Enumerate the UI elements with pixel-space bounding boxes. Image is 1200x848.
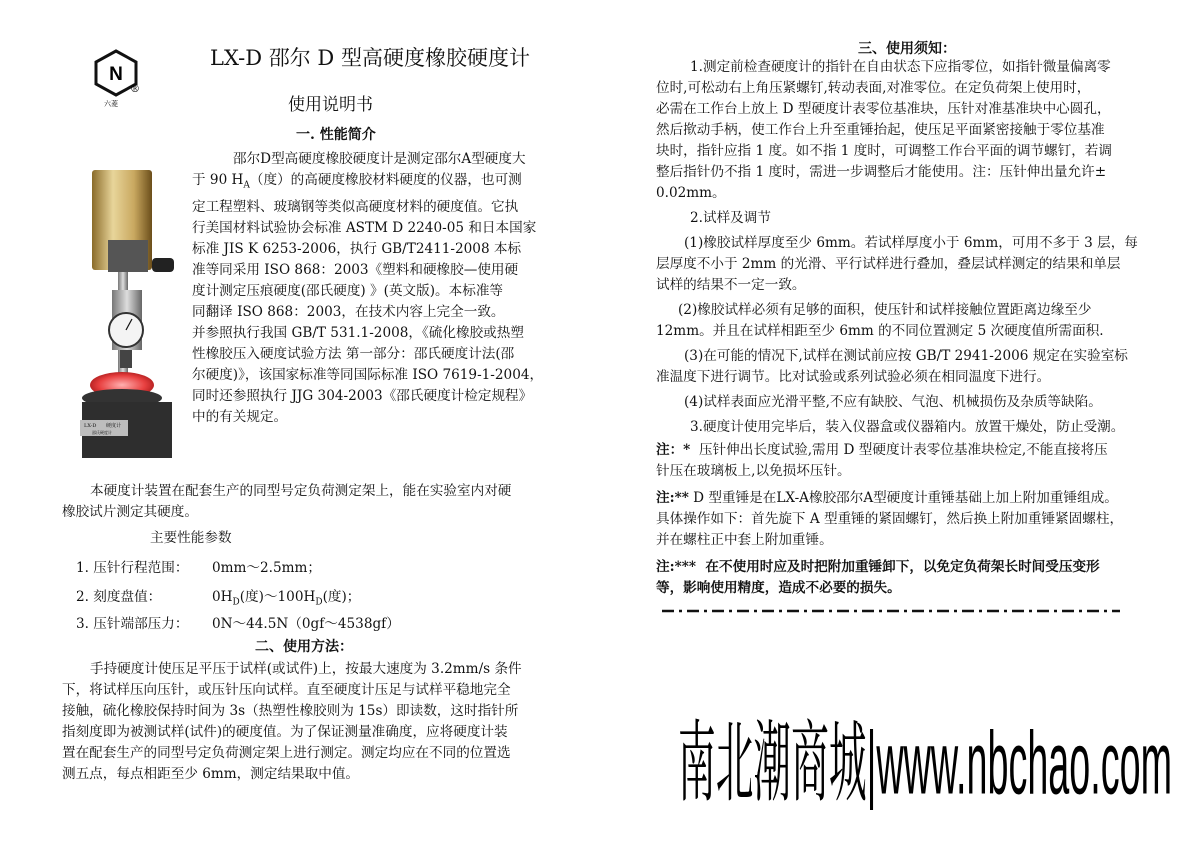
s1-line: 于 90 $H_A$（度）的高硬度橡胶材料硬度的仪器，也可测 <box>192 172 522 191</box>
s1-line: 尔硬度)》，该国家标准等同国际标准 ISO 7619-1-2004， <box>192 366 544 383</box>
s3-line: (1)橡胶试样厚度至少 6mm。若试样厚度小于 6mm，可用不多于 3 层，每 <box>684 235 1138 251</box>
s1-line: 标准 JIS K 6253-2006，执行 GB/T2411-2008 本标 <box>192 240 522 257</box>
photo-label-b: 硬度计 <box>106 423 122 429</box>
s3-line: (2)橡胶试样必须有足够的面积，使压针和试样接触位置距离边缘至少 <box>678 302 1092 318</box>
brand-logo <box>90 48 142 108</box>
watermark-text: 南北潮商城|www.nbchao.com <box>678 714 1172 810</box>
logo-letter: N <box>109 64 123 85</box>
hardness-tester-photo <box>72 170 180 462</box>
s1-line: 准等同采用 ISO 868：2003《塑料和硬橡胶—使用硬 <box>192 261 519 278</box>
s3-line: 位时,可松动右上角压紧螺钉,转动表面,对准零位。在定负荷架上使用时， <box>656 80 1091 96</box>
s3-subheading: 2.试样及调节 <box>690 210 771 226</box>
s1-line: 定工程塑料、玻璃钢等类似高硬度材料的硬度值。它执 <box>192 198 519 215</box>
section-1-heading: 一. 性能简介 <box>296 127 376 143</box>
s2-line: 测五点，每点相距至少 6mm，测定结果取中值。 <box>62 766 360 782</box>
param-item-3: 3. 压针端部压力： 0N～44.5N（0gf～4538gf） <box>76 616 400 632</box>
photo-label-a: LX-D <box>84 423 97 429</box>
document-subtitle: 使用说明书 <box>288 95 373 115</box>
section-3-heading: 三、使用须知： <box>858 41 956 57</box>
s3-line: 1.测定前检查硬度计的指针在自由状态下应指零位，如指针微量偏离零 <box>690 59 1111 75</box>
s3-line: 层厚度不小于 2mm 的光滑、平行试样进行叠加，叠层试样测定的结果和单层 <box>656 256 1121 272</box>
s3-line: 试样的结果不一定一致。 <box>656 277 806 293</box>
s2-line: 手持硬度计使压足平压于试样(或试件)上，按最大速度为 3.2mm/s 条件 <box>90 661 522 677</box>
s2-line: 指刻度即为被测试样(试件)的硬度值。为了保证测量准确度，应将硬度计装 <box>62 724 508 740</box>
param-item-1: 1. 压针行程范围： 0mm～2.5mm； <box>76 560 322 576</box>
note-3: 注:*** 在不使用时应及时把附加重锤卸下，以免定负荷架长时间受压变形 <box>656 559 1100 575</box>
s1-line: 同时还参照执行 JJG 304-2003《邵氏硬度计检定规程》 <box>192 387 533 404</box>
s1-full-line: 橡胶试片测定其硬度。 <box>62 504 198 520</box>
s2-line: 下，将试样压向压针，或压针压向试样。直至硬度计压足与试样平稳地完全 <box>62 682 511 698</box>
section-2-body <box>62 659 562 785</box>
section-3-body <box>656 57 1152 599</box>
note-2-cont: 并在螺柱正中套上附加重锤。 <box>656 532 833 548</box>
logo-maker: 六菱 <box>104 100 118 108</box>
s1-line: 中的有关规定。 <box>192 408 288 425</box>
note-2-cont: 具体操作如下：首先旋下 A 型重锤的紧固螺钉，然后换上附加重锤紧固螺柱， <box>656 511 1124 527</box>
s3-line: 0.02mm。 <box>656 185 726 201</box>
param-item-2: 2. 刻度盘值： $0H_D$(度)$\sim 100H_D$(度)； <box>76 589 361 608</box>
s3-line: 块时，指针应指 1 度。如不指 1 度时，可调整工作台平面的调节螺钉，若调 <box>656 143 1112 159</box>
s2-line: 置在配套生产的同型号定负荷测定架上进行测定。测定均应在不同的位置选 <box>62 745 511 761</box>
note-1: 注：* 压针伸出长度试验,需用 D 型硬度计表零位基准块检定,不能直接将压 <box>656 442 1108 458</box>
site-watermark <box>676 640 1176 810</box>
s3-line: 12mm。并且在试样相距至少 6mm 的不同位置测定 5 次硬度值所需面积. <box>656 323 1104 339</box>
note-2: 注:** D 型重锤是在LX-A橡胶邵尔A型硬度计重锤基础上加上附加重锤组成。 <box>656 490 1118 506</box>
s1-line: 性橡胶压入硬度试验方法 第一部分：邵氏硬度计法(邵 <box>192 345 515 362</box>
dash-dot-separator <box>662 598 1120 602</box>
s3-line: 3.硬度计使用完毕后，装入仪器盒或仪器箱内。放置干燥处，防止受潮。 <box>690 419 1125 435</box>
s1-line: 并参照执行我国 GB/T 531.1-2008，《硫化橡胶或热塑 <box>192 324 524 341</box>
s1-full-line: 本硬度计装置在配套生产的同型号定负荷测定架上，能在实验室内对硬 <box>90 483 512 499</box>
s1-line: 行美国材料试验协会标准 ASTM D 2240-05 和日本国家 <box>192 219 537 236</box>
s3-line: 必需在工作台上放上 D 型硬度计表零位基准块，压针对准基准块中心圆孔， <box>656 101 1111 117</box>
s1-line: 同翻译 ISO 868：2003，在技术内容上完全一致。 <box>192 303 505 320</box>
s2-line: 接触，硫化橡胶保持时间为 3s（热塑性橡胶则为 15s）即读数，这时指针所 <box>62 703 519 719</box>
s1-line: 邵尔D型高硬度橡胶硬度计是测定邵尔A型硬度大 <box>233 151 526 167</box>
photo-label-c: 邵氏硬度计 <box>92 430 112 435</box>
section-2-heading: 二、使用方法： <box>255 639 353 655</box>
logo-reg: ® <box>130 84 140 95</box>
document-title: LX-D 邵尔 D 型高硬度橡胶硬度计 <box>210 46 530 70</box>
s3-line: 然后揿动手柄，使工作台上升至重锤抬起，使压足平面紧密接触于零位基准 <box>656 122 1105 138</box>
params-heading: 主要性能参数 <box>150 530 232 546</box>
s3-line: 整后指针仍不指 1 度时，需进一步调整后才能使用。注：压针伸出量允许± <box>656 164 1107 180</box>
note-1-cont: 针压在玻璃板上,以免损坏压针。 <box>656 463 851 479</box>
s3-line: (4)试样表面应光滑平整,不应有缺胶、气泡、机械损伤及杂质等缺陷。 <box>684 394 1102 410</box>
s1-line: 度计测定压痕硬度(邵氏硬度) 》(英文版)。本标准等 <box>192 282 504 299</box>
note-3-cont: 等，影响使用精度，造成不必要的损失。 <box>656 580 901 596</box>
s3-line: (3)在可能的情况下,试样在测试前应按 GB/T 2941-2006 规定在实验室标 <box>684 348 1128 364</box>
s3-line: 准温度下进行调节。比对试验或系列试验必须在相同温度下进行。 <box>656 369 1051 385</box>
section-1-tail <box>62 481 562 523</box>
section-1-body <box>192 149 562 428</box>
